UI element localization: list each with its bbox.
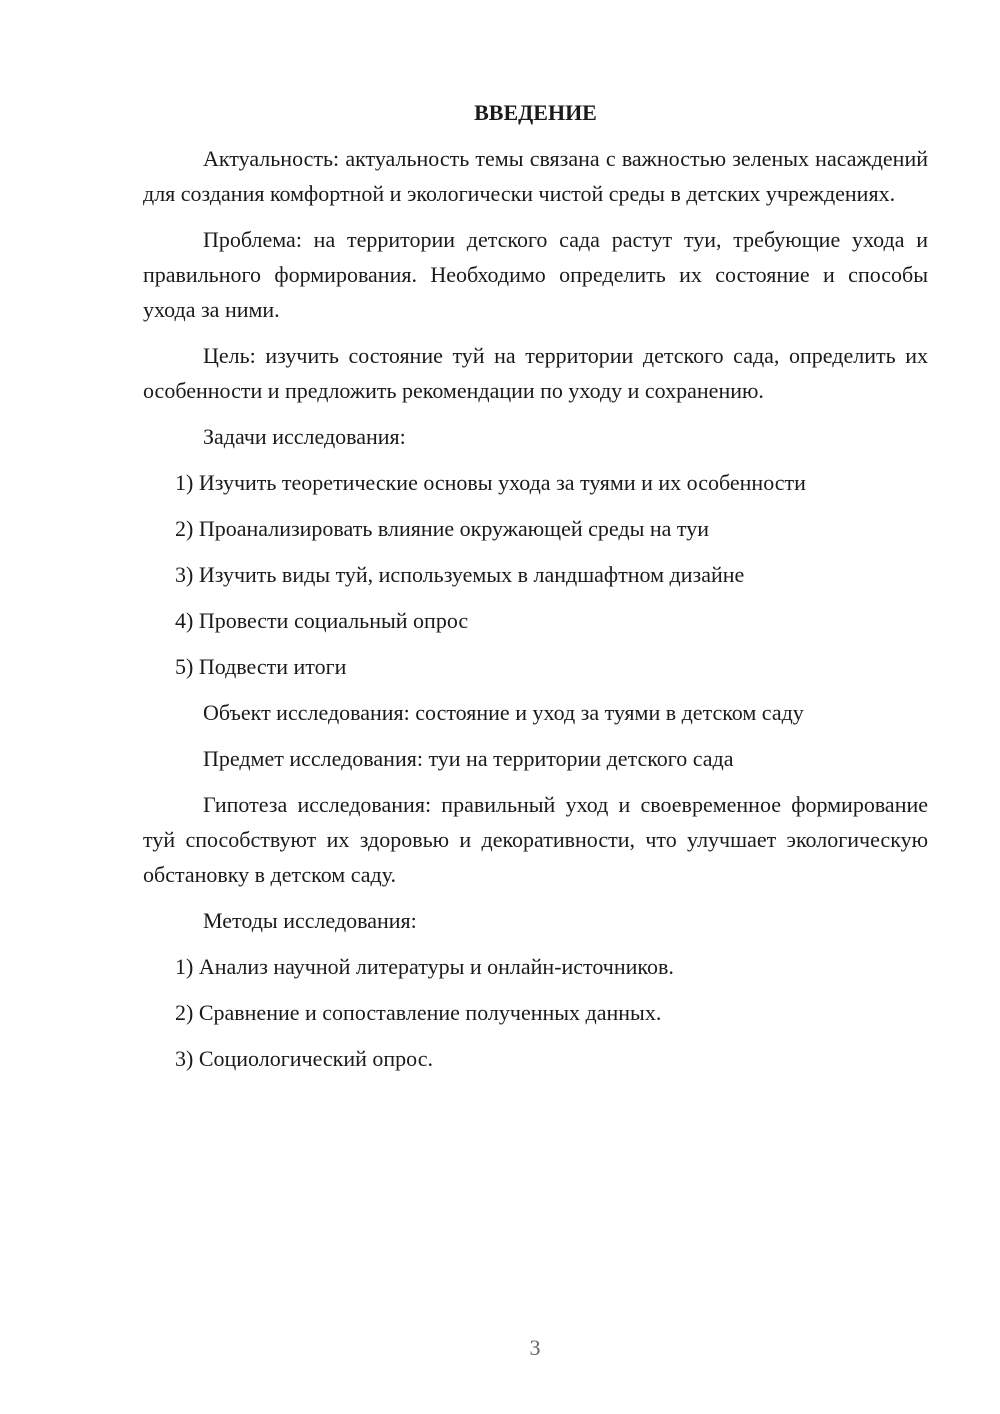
subject-line: Предмет исследования: туи на территории детского сада bbox=[203, 746, 734, 771]
page-number: 3 bbox=[529, 1335, 541, 1360]
method-item: 2) Сравнение и сопоставление полученных данных. bbox=[175, 1000, 662, 1025]
task-item: 1) Изучить теоретические основы ухода за туями и их особенности bbox=[175, 470, 806, 495]
methods-heading: Методы исследования: bbox=[203, 908, 417, 933]
task-item: 4) Провести социальный опрос bbox=[175, 608, 469, 633]
task-item: 3) Изучить виды туй, используемых в ландшафтном дизайне bbox=[175, 562, 745, 587]
task-item: 2) Проанализировать влияние окружающей среды на туи bbox=[175, 516, 709, 541]
page-content bbox=[143, 95, 928, 1087]
page-title: ВВЕДЕНИЕ bbox=[474, 100, 597, 125]
object-line: Объект исследования: состояние и уход за туями в детском саду bbox=[203, 700, 804, 725]
method-item: 3) Социологический опрос. bbox=[175, 1046, 433, 1071]
problem-paragraph: Проблема: на территории детского сада растут туи, требующие ухода и правильного формирования. Необходимо определить их состояние и способы ухода за ними. bbox=[143, 227, 928, 322]
tasks-heading: Задачи исследования: bbox=[203, 424, 406, 449]
task-item: 5) Подвести итоги bbox=[175, 654, 347, 679]
goal-paragraph: Цель: изучить состояние туй на территории детского сада, определить их особенности и предложить рекомендации по уходу и сохранению. bbox=[143, 343, 928, 403]
method-item: 1) Анализ научной литературы и онлайн-источников. bbox=[175, 954, 674, 979]
relevance-paragraph: Актуальность: актуальность темы связана с важностью зеленых насаждений для создания комфортной и экологически чистой среды в детских учреждениях. bbox=[143, 146, 928, 206]
hypothesis-paragraph: Гипотеза исследования: правильный уход и своевременное формирование туй способствуют их здоровью и декоративности, что улучшает экологическую обстановку в детском саду. bbox=[143, 792, 928, 887]
